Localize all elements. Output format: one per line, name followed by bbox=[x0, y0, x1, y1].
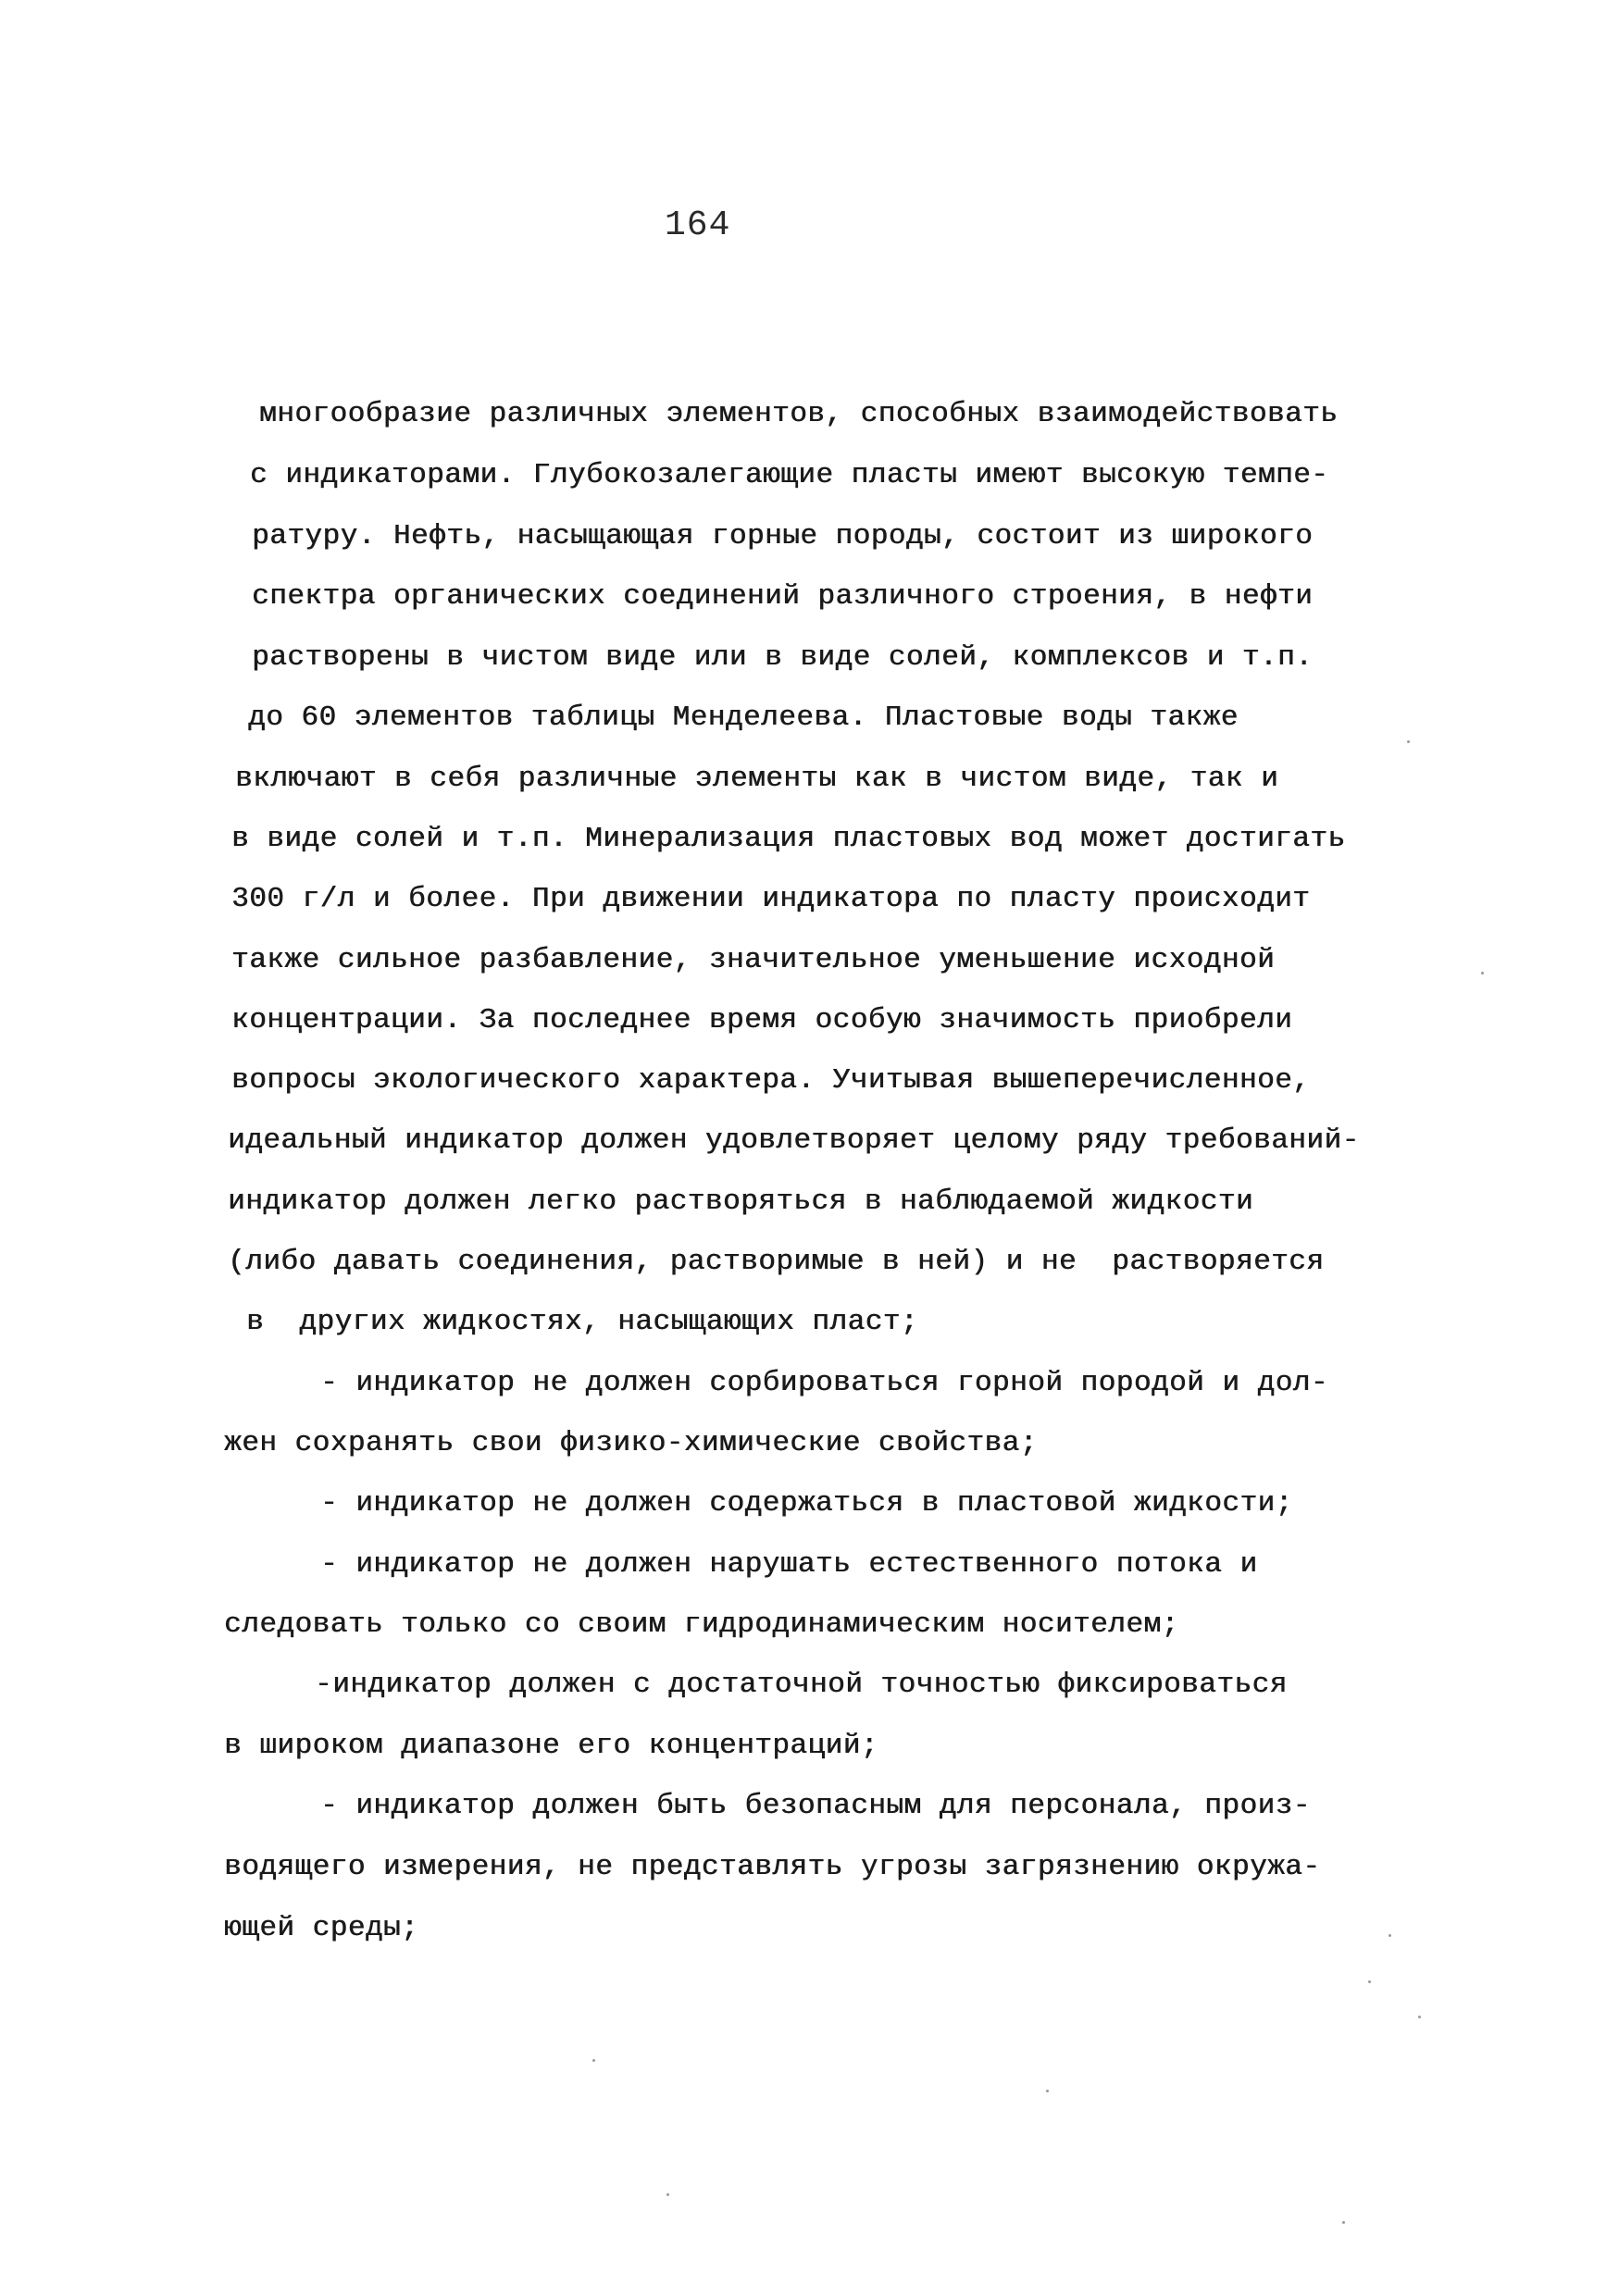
text-line-25: водящего измерения, не представлять угрозы загрязнению окружа- bbox=[224, 1851, 1321, 1883]
text-line-18: жен сохранять свои физико-химические свойства; bbox=[224, 1427, 1038, 1459]
text-line-6: до 60 элементов таблицы Менделеева. Пластовые воды также bbox=[248, 701, 1239, 734]
scan-speck bbox=[1389, 1934, 1391, 1937]
scan-speck bbox=[1481, 972, 1484, 974]
text-line-12: вопросы экологического характера. Учитывая вышеперечисленное, bbox=[231, 1064, 1311, 1097]
text-line-4: спектра органических соединений различного строения, в нефти bbox=[252, 580, 1314, 613]
text-line-9: 300 г/л и более. При движении индикатора по пласту происходит bbox=[231, 883, 1311, 915]
scan-speck bbox=[666, 2193, 669, 2196]
text-line-1: многообразие различных элементов, способных взаимодействовать bbox=[259, 398, 1339, 430]
scan-speck bbox=[1407, 740, 1410, 743]
scan-speck bbox=[592, 2059, 595, 2062]
text-line-10: также сильное разбавление, значительное уменьшение исходной bbox=[231, 944, 1276, 976]
text-line-15: (либо давать соединения, растворимые в ней) и не растворяется bbox=[228, 1246, 1325, 1278]
text-line-19: - индикатор не должен содержаться в пластовой жидкости; bbox=[320, 1487, 1293, 1520]
scan-speck bbox=[1342, 2221, 1345, 2224]
text-line-11: концентрации. За последнее время особую значимость приобрели bbox=[231, 1004, 1293, 1036]
scan-speck bbox=[1418, 2016, 1421, 2018]
text-line-7: включают в себя различные элементы как в чистом виде, так и bbox=[235, 763, 1279, 795]
text-line-20: - индикатор не должен нарушать естественного потока и bbox=[320, 1548, 1258, 1581]
text-line-17: - индикатор не должен сорбироваться горной породой и дол- bbox=[320, 1367, 1328, 1399]
text-line-23: в широком диапазоне его концентраций; bbox=[224, 1730, 878, 1762]
text-line-24: - индикатор должен быть безопасным для персонала, произ- bbox=[320, 1790, 1311, 1822]
text-line-3: ратуру. Нефть, насыщающая горные породы, состоит из широкого bbox=[252, 520, 1314, 552]
text-line-14: индикатор должен легко растворяться в наблюдаемой жидкости bbox=[228, 1185, 1253, 1218]
text-line-22: -индикатор должен с достаточной точностью фиксироваться bbox=[315, 1669, 1288, 1701]
text-line-8: в виде солей и т.п. Минерализация пластовых вод может достигать bbox=[231, 823, 1346, 855]
text-line-26: ющей среды; bbox=[224, 1912, 419, 1944]
text-line-16: в других жидкостях, насыщающих пласт; bbox=[246, 1306, 918, 1338]
text-line-2: с индикаторами. Глубокозалегающие пласты имеют высокую темпе- bbox=[250, 459, 1329, 491]
scan-speck bbox=[1046, 2090, 1049, 2092]
page-number: 164 bbox=[665, 205, 731, 245]
text-line-5: растворены в чистом виде или в виде солей, комплексов и т.п. bbox=[252, 641, 1314, 674]
text-line-21: следовать только со своим гидродинамическим носителем; bbox=[224, 1608, 1179, 1641]
text-line-13: идеальный индикатор должен удовлетворяет целому ряду требований- bbox=[228, 1124, 1360, 1157]
scan-speck bbox=[1368, 1980, 1371, 1983]
